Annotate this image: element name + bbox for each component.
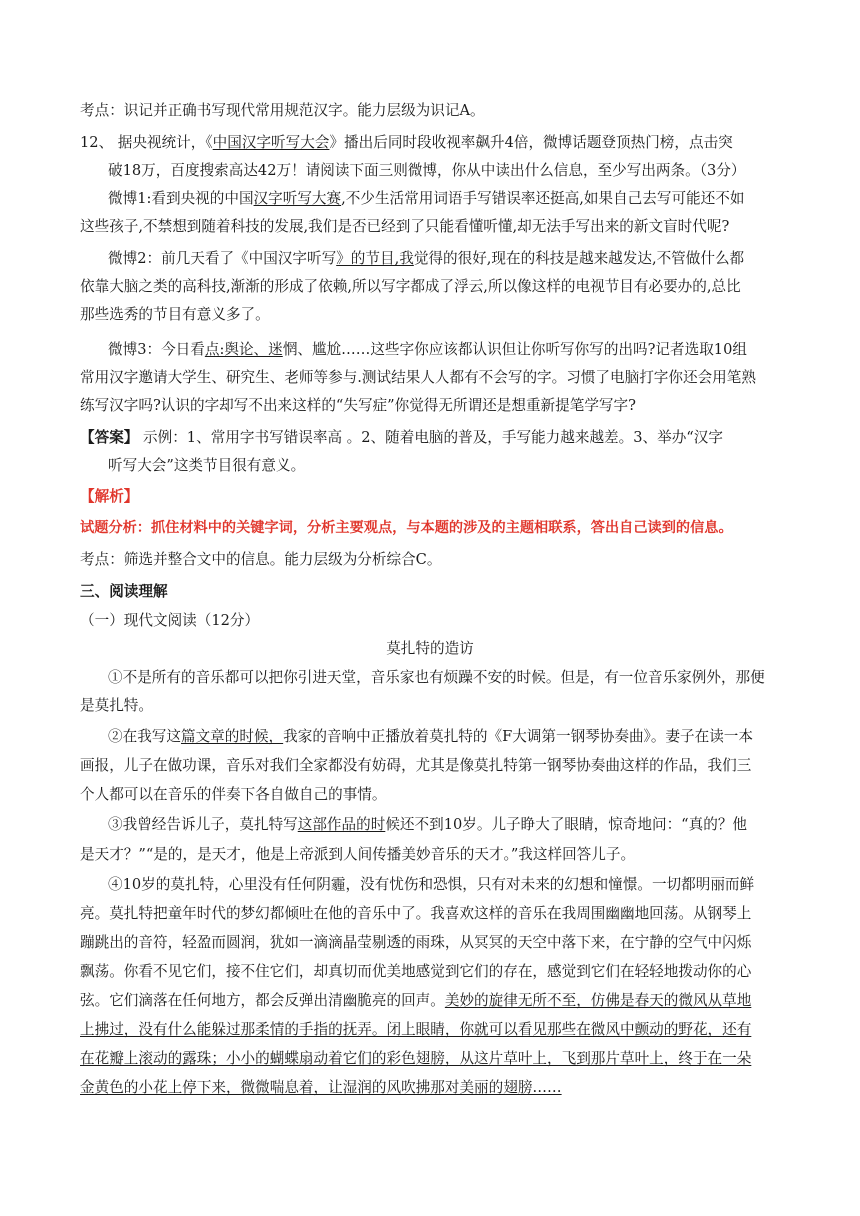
section-heading: 三、阅读理解 <box>80 583 168 600</box>
para-4-line-4: 飘荡。你看不见它们，接不住它们，却真切而优美地感觉到它们的存在，感觉到它们在轻轻地拨动你的心 <box>80 963 752 980</box>
weibo-2-line-3: 那些选秀的节目有意义多了。 <box>80 306 270 323</box>
para-4-line-7: 在花瓣上滚动的露珠；小小的蝴蝶扇动着它们的彩色翅膀，从这片草叶上，飞到那片草叶上，终于在一朵 <box>80 1050 752 1067</box>
underlined-text: 汉字听写大赛 <box>253 190 342 207</box>
subsection-heading: （一）现代文阅读（12分） <box>80 612 260 629</box>
para-2-line-3: 个人都可以在音乐的伴奏下各自做自己的事情。 <box>80 786 387 803</box>
para-4-line-6: 上拂过，没有什么能躲过那柔情的手指的抚弄。闭上眼睛，你就可以看见那些在微风中颤动的野花，还有 <box>80 1021 752 1038</box>
analysis-heading: 【解析】 <box>80 488 139 505</box>
weibo-1-line-1: 微博1:看到央视的中国汉字听写大赛,不少生活常用词语手写错误率还挺高,如果自己去写可能还不如 <box>108 190 745 207</box>
weibo-3-line-1: 微博3：今日看点:舆论、迷惘、尴尬……这些字你应该都认识但让你听写你写的出吗?记者选取10组 <box>108 341 747 358</box>
underlined-text: 中国汉字听写大会 <box>212 134 330 151</box>
para-2-line-2: 画报，儿子在做功课，音乐对我们全家都没有妨碍，尤其是像莫扎特第一钢琴协奏曲这样的作品，我们三 <box>80 757 752 774</box>
weibo-2-line-2: 依靠大脑之类的高科技,渐渐的形成了依赖,所以写字都成了浮云,所以像这样的电视节目有必要办的,总比 <box>80 278 741 295</box>
answer-line-1: 【答案】 示例：1、常用字书写错误率高 。2、随着电脑的普及，手写能力越来越差。3、举办“汉字 <box>80 429 723 446</box>
answer-label: 【答案】 <box>80 429 139 446</box>
underlined-text: 这部作品的时 <box>297 816 386 833</box>
para-4-line-2: 亮。莫扎特把童年时代的梦幻都倾吐在他的音乐中了。我喜欢这样的音乐在我周围幽幽地回荡。从钢琴上 <box>80 905 752 922</box>
weibo-3-line-2: 常用汉字邀请大学生、研究生、老师等参与.测试结果人人都有不会写的字。习惯了电脑打字你还会用笔熟 <box>80 369 756 386</box>
para-3-line-2: 是天才？”“是的，是天才，他是上帝派到人间传播美妙音乐的天才。”我这样回答儿子。 <box>80 846 636 863</box>
question-12-line-1: 12、 据央视统计，《中国汉字听写大会》播出后同时段收视率飙升4倍，微博话题登顶热门榜，点击突 <box>80 134 733 151</box>
analysis-text: 试题分析：抓住材料中的关键字词，分析主要观点，与本题的涉及的主题相联系，答出自己读到的信息。 <box>80 520 733 536</box>
weibo-3-line-3: 练写汉字吗?认识的字却写不出来这样的“失写症”你觉得无所谓还是想重新提笔学写字? <box>80 397 636 414</box>
underlined-text: 》的节目,我 <box>336 250 414 267</box>
underlined-text: 篇文章的时候， <box>180 728 284 745</box>
article-title: 莫扎特的造访 <box>386 640 474 657</box>
para-4-line-5: 弦。它们滴落在任何地方，都会反弹出清幽脆亮的回声。美妙的旋律无所不至，仿佛是春天的微风从草地 <box>80 992 752 1009</box>
para-4-line-3: 蹦跳出的音符，轻盈而圆润，犹如一滴滴晶莹剔透的雨珠，从冥冥的天空中落下来，在宁静的空气中闪烁 <box>80 934 752 951</box>
weibo-1-line-2: 这些孩子,不禁想到随着科技的发展,我们是否已经到了只能看懂听懂,却无法手写出来的新文盲时代呢? <box>80 218 730 235</box>
kaodian-1: 考点：识记并正确书写现代常用规范汉字。能力层级为识记A。 <box>80 102 485 119</box>
kaodian-2: 考点：筛选并整合文中的信息。能力层级为分析综合C。 <box>80 551 442 568</box>
para-4-line-1: ④10岁的莫扎特，心里没有任何阴霾，没有忧伤和恐惧，只有对未来的幻想和憧憬。一切都明丽而鲜 <box>108 876 755 893</box>
underlined-text: 点:舆论、迷 <box>204 341 283 358</box>
para-1-line-2: 是莫扎特。 <box>80 697 153 714</box>
para-3-line-1: ③我曾经告诉儿子，莫扎特写这部作品的时候还不到10岁。儿子睁大了眼睛，惊奇地问：“真的？他 <box>108 816 748 833</box>
answer-line-2: 听写大会”这类节目很有意义。 <box>108 457 306 474</box>
para-4-line-8: 金黄色的小花上停下来，微微喘息着，让湿润的风吹拂那对美丽的翅膀…… <box>80 1079 562 1096</box>
question-12-line-2: 破18万，百度搜索高达42万！请阅读下面三则微博，你从中读出什么信息，至少写出两条。（3分） <box>108 162 746 179</box>
weibo-2-line-1: 微博2：前几天看了《中国汉字听写》的节目,我觉得的很好,现在的科技是越来越发达,不管做什么都 <box>108 250 745 267</box>
para-2-line-1: ②在我写这篇文章的时候，我家的音响中正播放着莫扎特的《F大调第一钢琴协奏曲》。妻子在读一本 <box>108 728 753 745</box>
underlined-text: 美妙的旋律无所不至，仿佛是春天的微风从草地 <box>444 992 752 1009</box>
para-1-line-1: ①不是所有的音乐都可以把你引进天堂，音乐家也有烦躁不安的时候。但是，有一位音乐家例外，那便 <box>108 669 765 686</box>
